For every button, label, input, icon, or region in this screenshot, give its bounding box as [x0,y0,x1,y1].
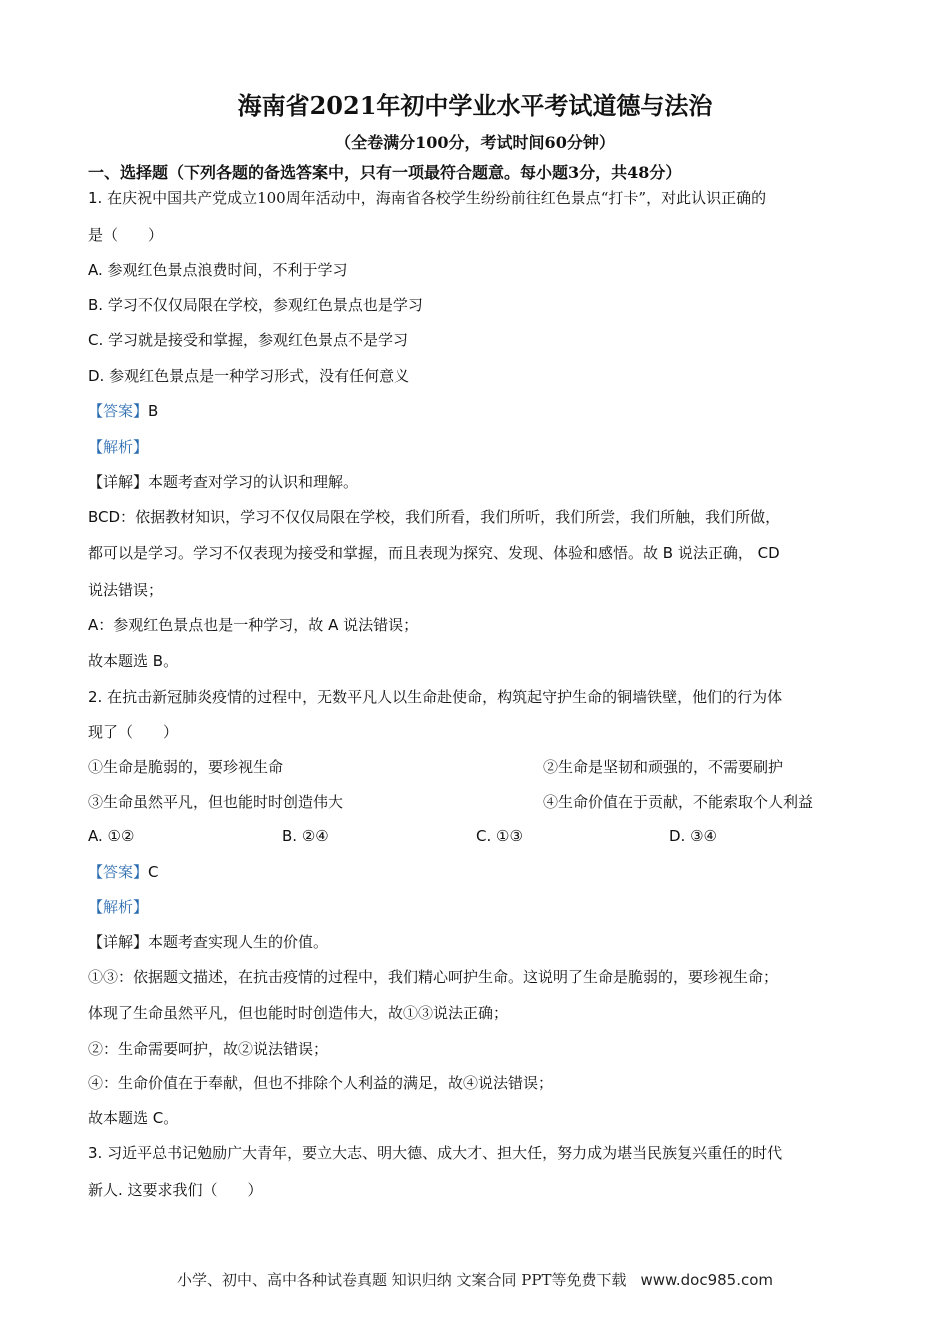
option-text: 学习不仅仅局限在学校，参观红色景点也是学习 [107,296,423,314]
statement-1: ①生命是脆弱的，要珍视生命 [88,758,284,776]
footer-text: 小学、初中、高中各种试卷真题 知识归纳 文案合同 PPT等免费下载 [176,1271,627,1289]
q2-option-b [282,826,329,846]
option-key: B. [282,827,298,845]
option-key: C. [476,827,492,845]
q2-detail: 【详解】本题考查实现人生的价值。 [88,933,329,951]
option-text: ①③ [496,827,523,845]
bcd-key: BCD： [88,508,136,526]
q2-explain-1: ①③：依据题文描述，在抗击疫情的过程中，我们精心呵护生命。这说明了生命是脆弱的，要珍视生命； [88,968,779,986]
q2-stem-line1 [88,687,782,707]
option-text: ①② [107,827,135,845]
final-text: 故本题选 [88,652,149,670]
answer-value: C [148,863,159,881]
q1-option-d [88,366,409,386]
q2-stem-line2: 现了（ ） [88,723,179,741]
page-subtitle: （全卷满分100分，考试时间60分钟） [335,133,615,152]
bcd-option-cd: CD [757,544,780,562]
answer-value: B [148,402,159,420]
q3-stem-line2: 新人. 这要求我们（ ） [88,1181,263,1199]
q1-number: 1. [88,189,103,207]
q2-statement-row2 [88,792,814,812]
a-option: A [328,616,339,634]
option-key: C. [88,331,104,349]
q2-option-a [88,826,134,846]
option-key: A. [88,827,103,845]
q2-explain-2: 体现了生命虽然平凡，但也能时时创造伟大，故①③说法正确； [88,1004,509,1022]
q1-stem-line1 [88,188,766,208]
q1-bcd-line3: 说法错误； [88,581,164,599]
q1-option-c [88,330,408,350]
option-text: ③④ [690,827,718,845]
option-key: D. [88,367,105,385]
option-text: ②④ [301,827,329,845]
option-text: 参观红色景点浪费时间，不利于学习 [107,261,348,279]
q3-stem-line1 [88,1143,782,1163]
answer-tag: 【答案】 [88,402,149,420]
page-title: 海南省2021年初中学业水平考试道德与法治 [237,91,713,120]
q2-number: 2. [88,688,103,706]
bcd-option-b: B [662,544,674,562]
q2-stem: 在抗击新冠肺炎疫情的过程中，无数平凡人以生命赴使命，构筑起守护生命的铜墙铁壁，他们的行为体 [107,688,783,706]
a-text-tail: 说法错误； [343,616,419,634]
q1-answer [88,401,158,421]
q2-explain-3: ②：生命需要呵护，故②说法错误； [88,1040,329,1058]
page-footer [0,1269,950,1290]
q2-option-d [669,826,717,846]
q2-explain-4: ④：生命价值在于奉献，但也不排除个人利益的满足，故④说法错误； [88,1074,554,1092]
q2-analysis-tag: 【解析】 [88,898,149,916]
q2-statement-row1 [88,757,784,777]
q2-answer [88,862,159,882]
q1-final [88,651,178,671]
option-key: D. [669,827,686,845]
q1-stem-line2: 是（ ） [88,226,164,244]
bcd-text: 依据教材知识，学习不仅仅局限在学校，我们所看，我们所听，我们所尝，我们所触，我们所做， [135,508,781,526]
statement-3: ③生命虽然平凡，但也能时时创造伟大 [88,793,344,811]
a-key: A： [88,616,114,634]
q2-final [88,1108,178,1128]
final-answer: C。 [152,1109,179,1127]
q1-a-line [88,615,418,635]
q1-option-b [88,295,423,315]
bcd-text-tail: 说法正确， [677,544,753,562]
answer-tag: 【答案】 [88,863,149,881]
q1-option-a [88,260,348,280]
option-text: 学习就是接受和掌握，参观红色景点不是学习 [108,331,409,349]
option-key: B. [88,296,104,314]
final-text: 故本题选 [88,1109,149,1127]
section-heading: 一、选择题（下列各题的备选答案中，只有一项最符合题意。每小题3分，共48分） [88,163,682,182]
q3-stem: 习近平总书记勉励广大青年，要立大志、明大德、成大才、担大任，努力成为堪当民族复兴重任的时代 [107,1144,783,1162]
statement-4: ④生命价值在于贡献，不能索取个人利益 [543,793,814,811]
bcd-text: 都可以是学习。学习不仅表现为接受和掌握，而且表现为探究、发现、体验和感悟。故 [88,544,659,562]
option-text: 参观红色景点是一种学习形式，没有任何意义 [109,367,410,385]
q1-bcd-line2 [88,543,780,563]
q2-option-c [476,826,523,846]
footer-link[interactable]: www.doc985.com [640,1271,774,1289]
q1-analysis-tag: 【解析】 [88,438,149,456]
statement-2: ②生命是坚韧和顽强的，不需要刷护 [543,758,784,776]
q1-stem: 在庆祝中国共产党成立100周年活动中，海南省各校学生纷纷前往红色景点“打卡”，对此认识正确的 [107,189,767,207]
q1-bcd-line1 [88,507,780,527]
q1-detail: 【详解】本题考查对学习的认识和理解。 [88,473,359,491]
option-key: A. [88,261,103,279]
q3-number: 3. [88,1144,103,1162]
final-answer: B。 [152,652,179,670]
a-text: 参观红色景点也是一种学习，故 [113,616,324,634]
